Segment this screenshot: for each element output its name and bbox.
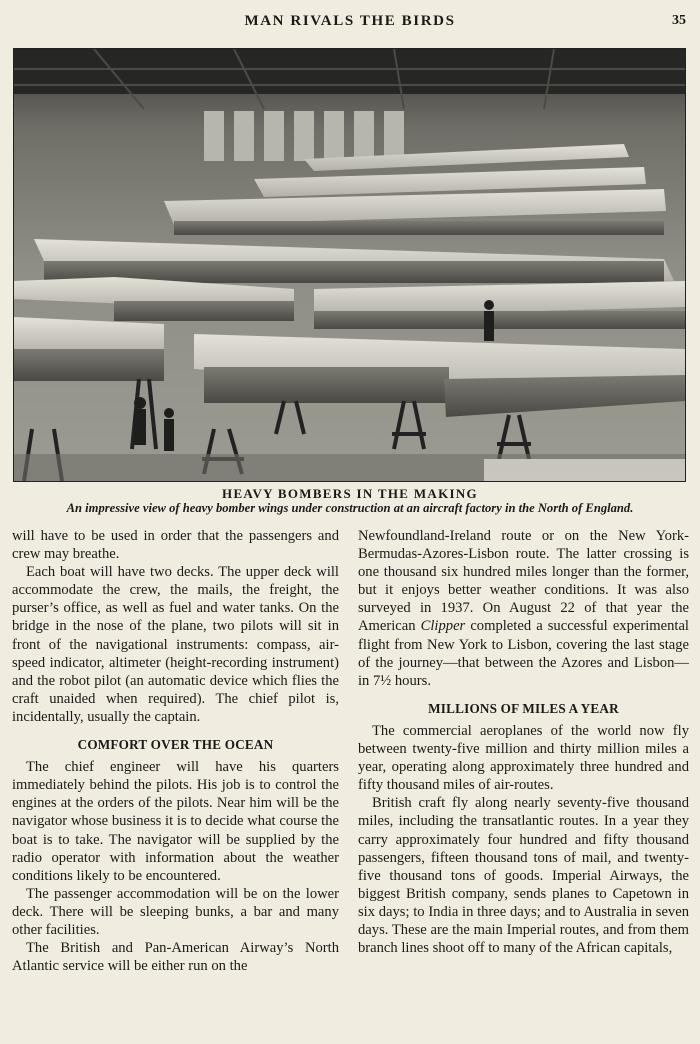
section-heading-millions: MILLIONS OF MILES A YEAR: [428, 700, 619, 716]
left-paragraph-2: Each boat will have two decks. The upper deck will accommodate the crew, the mails, the freight, the purser’s office, as well as fuel and water tanks. On the bridge in the nose of the plane, two pilots will sit in front of the navigational instruments: compass, air-speed indicator, altimeter (height-recording instrument) and the robot pilot (an automatic device which flies the craft unaided when required). The chief pilot is, incidentally, usually the captain.: [12, 564, 339, 725]
left-paragraph-3: The chief engineer will have his quarters immediately behind the pilots. His job is to control the engines at the orders of the pilots. Near him will be the navigator whose business it is to decide what course the boat is to take. The navigator will be supplied by the radio operator with information about the weather conditions likely to be encountered.: [12, 759, 339, 884]
figure-caption: An impressive view of heavy bomber wings under construction at an aircraft factory in the North of England.: [66, 501, 634, 515]
page-number: 35: [672, 13, 686, 28]
right-column: [358, 527, 689, 1037]
right-paragraph-1-text: Newfoundland-Ireland route or on the New York-Bermudas-Azores-Lisbon route. The latter crossing is one thousand six hundred miles longer than the former, but it enjoys better weather conditions. It was also surveyed in 1937. On August 22 of that year the American: [358, 528, 689, 635]
right-paragraph-1-rest: completed a successful experimental flight from New York to Lisbon, covering the last stage of the journey—that between the Azores and Lisbon—in 7½ hours.: [358, 618, 689, 689]
clipper-name: Clipper: [420, 618, 466, 635]
figure-title: HEAVY BOMBERS IN THE MAKING: [222, 486, 478, 501]
section-heading-comfort: COMFORT OVER THE OCEAN: [77, 737, 274, 753]
right-paragraph-3: British craft fly along nearly seventy-five thousand miles, including the transatlantic routes. In a year they carry approximately four hundred and fifty thousand passengers, fifteen thousand tons of mail, and twenty-five thousand tons of goods. Imperial Airways, the biggest British company, sends planes to Capetown in six days; to India in three days; and to Australia in seven days. These are the main Imperial routes, and from them branch lines shoot off to many of the African capitals,: [358, 795, 689, 957]
left-paragraph-5: The British and Pan-American Airway’s North Atlantic service will be either run on the: [12, 940, 339, 975]
right-paragraph-2: The commercial aeroplanes of the world now fly between twenty-five million and thirty million miles a year, operating along approximately three hundred and fifty thousand miles of air-routes.: [358, 722, 689, 794]
running-head: [0, 13, 700, 33]
right-paragraph-1: [358, 527, 689, 690]
left-paragraph-4: The passenger accommodation will be on the lower deck. There will be sleeping bunks, a bar and many other facilities.: [12, 885, 339, 938]
left-column: [12, 527, 339, 1037]
running-title: MAN RIVALS THE BIRDS: [244, 13, 456, 29]
factory-photo: [13, 48, 686, 482]
left-paragraph-1: will have to be used in order that the passengers and crew may breathe.: [12, 528, 339, 563]
